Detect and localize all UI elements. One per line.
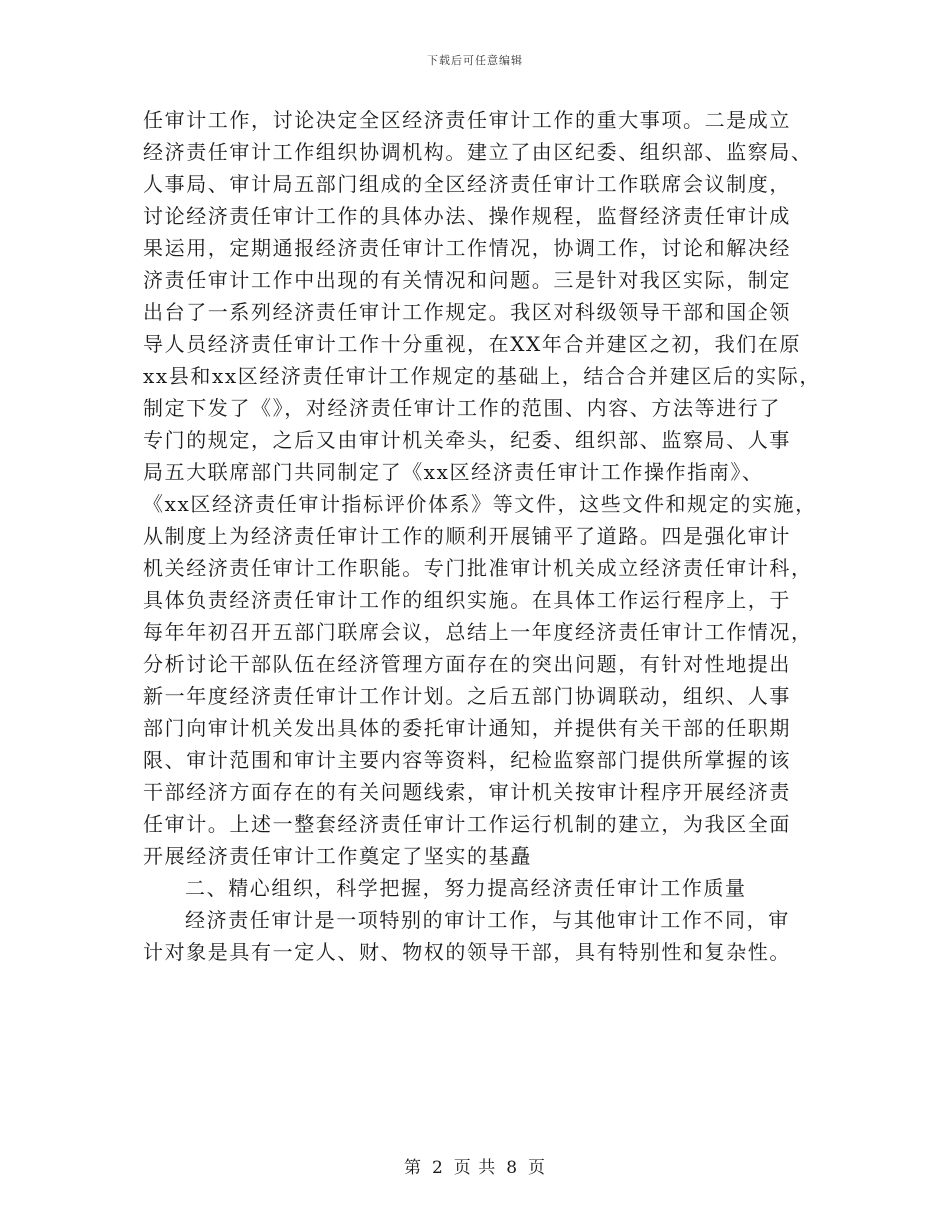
text-line: 每年年初召开五部门联席会议，总结上一年度经济责任审计工作情况， <box>143 620 813 644</box>
text-line: 部门向审计机关发出具体的委托审计通知，并提供有关干部的任职期 <box>143 716 791 740</box>
current-page-number: 2 <box>431 1158 444 1178</box>
text-line: 人事局、审计局五部门组成的全区经济责任审计工作联席会议制度， <box>143 172 791 196</box>
text-line: 任审计工作，讨论决定全区经济责任审计工作的重大事项。二是成立 <box>143 108 791 132</box>
section-heading: 二、精心组织，科学把握，努力提高经济责任审计工作质量 <box>185 876 747 900</box>
text-line: 《xx区经济责任审计指标评价体系》等文件，这些文件和规定的实施， <box>143 492 817 516</box>
text-line: 任审计。上述一整套经济责任审计工作运行机制的建立，为我区全面 <box>143 812 791 836</box>
text-line: 专门的规定，之后又由审计机关牵头，纪委、组织部、监察局、人事 <box>143 428 791 452</box>
text-line: 开展经济责任审计工作奠定了坚实的基矗 <box>143 844 532 868</box>
footer-prefix: 第 <box>403 1158 422 1178</box>
text-line: xx县和xx区经济责任审计工作规定的基础上，结合合并建区后的实际， <box>143 364 821 388</box>
text-line: 计对象是具有一定人、财、物权的领导干部，具有特别性和复杂性。 <box>143 940 791 964</box>
text-line: 济责任审计工作中出现的有关情况和问题。三是针对我区实际，制定 <box>143 268 791 292</box>
text-line: 出台了一系列经济责任审计工作规定。我区对科级领导干部和国企领 <box>143 300 791 324</box>
text-line: 分析讨论干部队伍在经济管理方面存在的突出问题，有针对性地提出 <box>143 652 791 676</box>
page-footer <box>0 1153 950 1178</box>
text-line: 局五大联席部门共同制定了《xx区经济责任审计工作操作指南》、 <box>143 460 764 484</box>
text-line: 经济责任审计工作组织协调机构。建立了由区纪委、组织部、监察局、 <box>143 140 813 164</box>
text-line: 具体负责经济责任审计工作的组织实施。在具体工作运行程序上，于 <box>143 588 791 612</box>
text-line: 讨论经济责任审计工作的具体办法、操作规程，监督经济责任审计成 <box>143 204 791 228</box>
footer-middle: 页 共 <box>453 1158 497 1178</box>
text-line: 果运用，定期通报经济责任审计工作情况，协调工作，讨论和解决经 <box>143 236 791 260</box>
footer-suffix: 页 <box>528 1158 547 1178</box>
text-line: 限、审计范围和审计主要内容等资料，纪检监察部门提供所掌握的该 <box>143 748 791 772</box>
text-line: 制定下发了《》，对经济责任审计工作的范围、内容、方法等进行了 <box>143 396 781 420</box>
total-page-count: 8 <box>506 1158 519 1178</box>
text-line: 经济责任审计是一项特别的审计工作，与其他审计工作不同，审 <box>185 908 790 932</box>
page-header: 下载后可任意编辑 <box>427 54 523 67</box>
text-line: 干部经济方面存在的有关问题线索，审计机关按审计程序开展经济责 <box>143 780 791 804</box>
text-line: 从制度上为经济责任审计工作的顺利开展铺平了道路。四是强化审计 <box>143 524 791 548</box>
document-body <box>143 104 823 968</box>
text-line: 机关经济责任审计工作职能。专门批准审计机关成立经济责任审计科， <box>143 556 813 580</box>
text-line: 导人员经济责任审计工作十分重视，在XX年合并建区之初，我们在原 <box>143 332 802 356</box>
text-line: 新一年度经济责任审计工作计划。之后五部门协调联动，组织、人事 <box>143 684 791 708</box>
